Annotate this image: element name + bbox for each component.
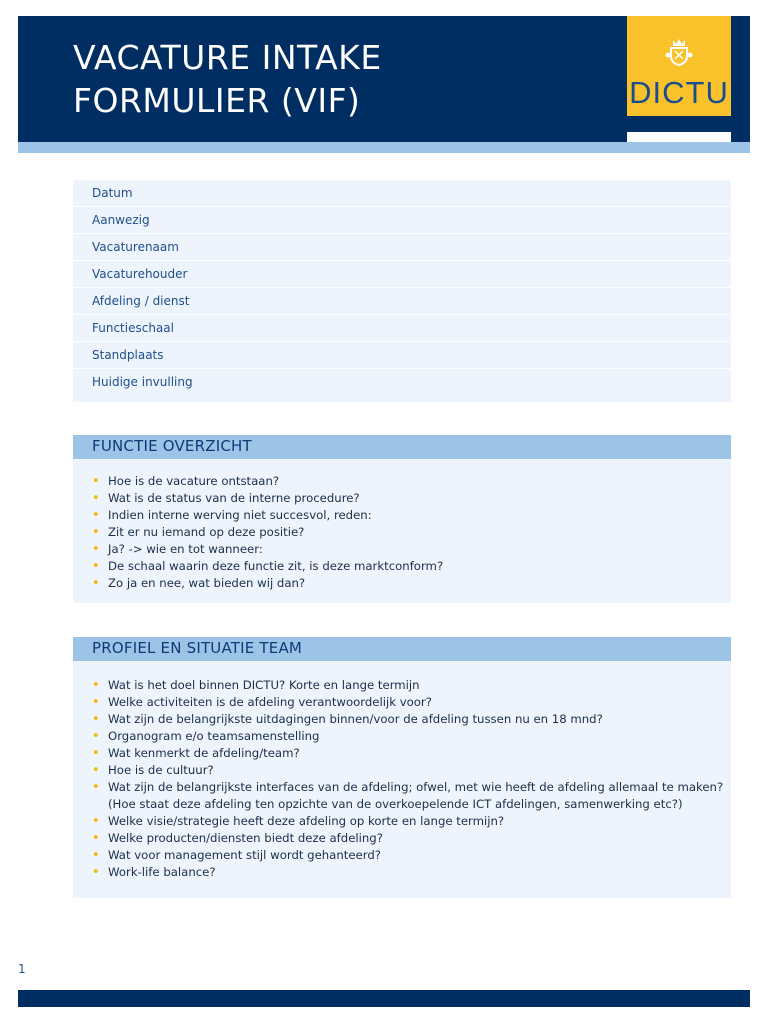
page-number: 1: [18, 962, 26, 976]
dictu-logo: [627, 16, 731, 116]
info-label: Datum: [92, 186, 133, 200]
info-label: Standplaats: [92, 348, 164, 362]
info-label: Functieschaal: [92, 321, 174, 335]
profiel-team-section: [73, 637, 731, 898]
title-line-1: VACATURE INTAKE: [73, 38, 382, 77]
list-item: • Zo ja en nee, wat bieden wij dan?: [92, 575, 443, 592]
list-item: • De schaal waarin deze functie zit, is deze marktconform?: [92, 558, 443, 575]
title-line-2: FORMULIER (VIF): [73, 81, 361, 120]
list-item: • Welke producten/diensten biedt deze afdeling?: [92, 830, 723, 847]
info-fields-panel: [73, 180, 731, 402]
list-item: • Indien interne werving niet succesvol, reden:: [92, 507, 443, 524]
royal-crest-icon: [663, 36, 695, 68]
list-item: • Work-life balance?: [92, 864, 723, 881]
list-item: • Ja? -> wie en tot wanneer:: [92, 541, 443, 558]
info-row-standplaats[interactable]: [73, 342, 731, 369]
list-item: • Welke activiteiten is de afdeling verantwoordelijk voor?: [92, 694, 723, 711]
logo-text: DICTU: [629, 75, 729, 110]
list-item: • Wat zijn de belangrijkste uitdagingen binnen/voor de afdeling tussen nu en 18 mnd?: [92, 711, 723, 728]
info-row-aanwezig[interactable]: [73, 207, 731, 234]
list-item: • Organogram e/o teamsamenstelling: [92, 728, 723, 745]
section-heading: PROFIEL EN SITUATIE TEAM: [92, 639, 303, 657]
info-label: Huidige invulling: [92, 375, 193, 389]
section-heading: FUNCTIE OVERZICHT: [92, 437, 252, 455]
info-row-datum[interactable]: [73, 180, 731, 207]
section-heading-bar: [73, 637, 731, 661]
info-row-functieschaal[interactable]: [73, 315, 731, 342]
logo-gap: [627, 132, 731, 142]
panel-notch: [626, 402, 731, 408]
info-row-huidige-invulling[interactable]: [73, 369, 731, 395]
list-item: • Hoe is de cultuur?: [92, 762, 723, 779]
list-item: • Welke visie/strategie heeft deze afdeling op korte en lange termijn?: [92, 813, 723, 830]
info-row-afdeling[interactable]: [73, 288, 731, 315]
list-item: • Wat voor management stijl wordt gehanteerd?: [92, 847, 723, 864]
list-item: • Wat zijn de belangrijkste interfaces van de afdeling; ofwel, met wie heeft de afdeling allemaal te maken?: [92, 779, 723, 796]
info-row-vacaturehouder[interactable]: [73, 261, 731, 288]
footer-bar: [18, 990, 750, 1007]
list-item: • Wat is het doel binnen DICTU? Korte en lange termijn: [92, 677, 723, 694]
section-heading-bar: [73, 435, 731, 459]
question-list: [92, 677, 723, 881]
info-label: Afdeling / dienst: [92, 294, 190, 308]
list-item: • Wat kenmerkt de afdeling/team?: [92, 745, 723, 762]
info-label: Vacaturehouder: [92, 267, 188, 281]
list-item-continuation: (Hoe staat deze afdeling ten opzichte van de overkoepelende ICT afdelingen, samenwerking etc?): [108, 797, 683, 811]
panel-notch: [626, 603, 731, 609]
document-title: [73, 36, 382, 122]
functie-overzicht-section: [73, 435, 731, 603]
header-accent-band: [18, 142, 750, 153]
list-item: • Zit er nu iemand op deze positie?: [92, 524, 443, 541]
question-list: [92, 473, 443, 592]
panel-notch: [626, 898, 731, 904]
list-item: • Hoe is de vacature ontstaan?: [92, 473, 443, 490]
list-item: • Wat is de status van de interne procedure?: [92, 490, 443, 507]
info-row-vacaturenaam[interactable]: [73, 234, 731, 261]
info-label: Vacaturenaam: [92, 240, 179, 254]
info-label: Aanwezig: [92, 213, 150, 227]
